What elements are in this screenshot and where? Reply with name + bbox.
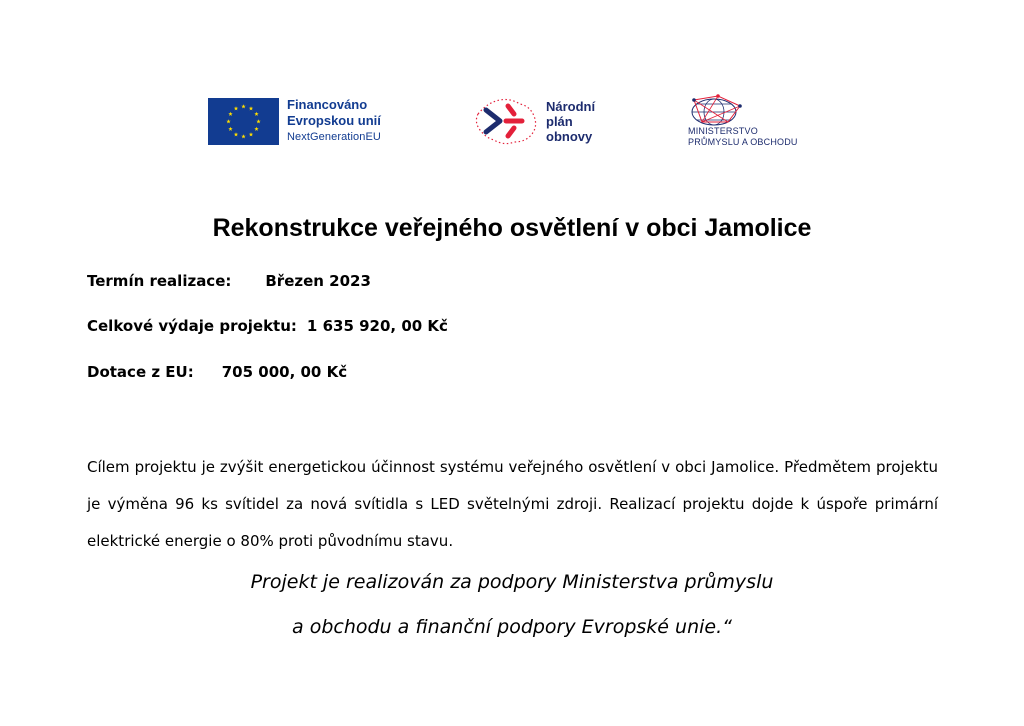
recovery-plan-logo-text (546, 99, 595, 144)
project-description: Cílem projektu je zvýšit energetickou účinnost systému veřejného osvětlení v obci Jamolice. Předmětem projektu je výměna 96 ks svítidel za nová svítidla s LED světelnými zdroji. Realizací projektu dojde k úspoře primární elektrické energie o 80% proti původnímu stavu. (87, 458, 938, 550)
eu-subsidy-value: 705 000, 00 Kč (221, 363, 348, 381)
eu-logo-line-3: NextGenerationEU (287, 131, 381, 143)
eu-subsidy-label: Dotace z EU: (87, 363, 194, 381)
eu-flag-icon (208, 98, 279, 145)
eu-subsidy-row (87, 362, 347, 382)
ministry-logo (688, 92, 828, 148)
eu-logo-line-1: Financováno (287, 97, 368, 112)
eu-funding-logo (208, 97, 381, 145)
national-recovery-plan-logo (470, 92, 595, 150)
closing-statement-line-2: a obchodu a finanční podpory Evropské unie.“ (292, 616, 732, 638)
realization-term-value: Březen 2023 (265, 272, 371, 290)
page-title: Rekonstrukce veřejného osvětlení v obci Jamolice (212, 214, 812, 242)
eu-logo-text (287, 97, 381, 145)
ministry-logo-line-1: MINISTERSTVO (688, 126, 758, 136)
recovery-plan-line-1: Národní (546, 98, 596, 114)
recovery-plan-line-2: plán (546, 113, 573, 129)
ministry-logo-text (688, 126, 828, 148)
recovery-plan-line-3: obnovy (546, 128, 593, 144)
ministry-logo-line-2: PRŮMYSLU A OBCHODU (688, 137, 798, 147)
total-costs-label: Celkové výdaje projektu: (87, 317, 297, 335)
realization-term-label: Termín realizace: (87, 272, 232, 290)
recovery-plan-mark-icon (470, 92, 542, 150)
closing-statement-line-1: Projekt je realizován za podpory Ministerstva průmyslu (250, 571, 774, 593)
total-costs-value: 1 635 920, 00 Kč (306, 317, 448, 335)
total-costs-row (87, 316, 448, 336)
globe-network-icon (688, 92, 748, 126)
realization-term-row (87, 271, 371, 291)
eu-logo-line-2: Evropskou unií (287, 113, 381, 128)
